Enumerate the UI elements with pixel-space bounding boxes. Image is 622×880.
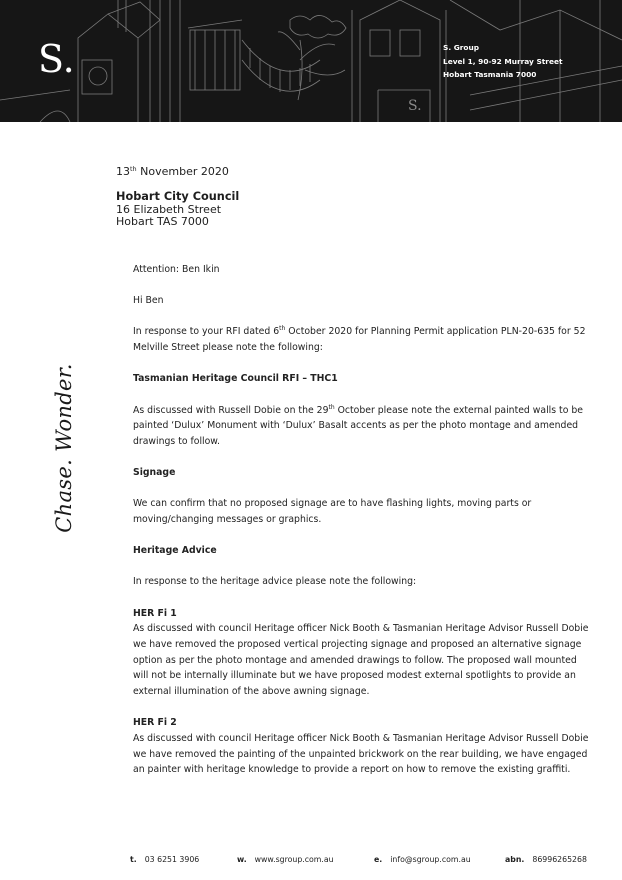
company-name: S. Group — [443, 43, 480, 52]
recipient-block — [116, 191, 239, 229]
footer-website[interactable] — [237, 855, 334, 864]
footer-abn-label: abn. — [505, 855, 525, 864]
date-day: 13 — [116, 165, 130, 178]
letter-date — [116, 165, 229, 178]
footer-phone-value: 03 6251 3906 — [144, 855, 200, 864]
signage-paragraph: We can confirm that no proposed signage are to have flashing lights, moving parts or moving/changing messages or graphics. — [133, 498, 532, 526]
tagline: Chase. Wonder. — [52, 363, 76, 533]
footer-email-label: e. — [374, 855, 383, 864]
footer-email[interactable] — [374, 855, 471, 864]
date-rest: November 2020 — [136, 165, 229, 178]
footer-website-value[interactable]: www.sgroup.com.au — [254, 855, 334, 864]
footer-phone — [130, 855, 199, 864]
footer-website-label: w. — [237, 855, 247, 864]
intro-sup: th — [279, 325, 286, 333]
thc-sup: th — [328, 403, 335, 411]
heading-heritage: Heritage Advice — [133, 545, 217, 557]
footer-phone-label: t. — [130, 855, 137, 864]
thc-paragraph — [133, 403, 593, 450]
fi2-paragraph: As discussed with council Heritage officer Nick Booth & Tasmanian Heritage Advisor Russell Dobie we have removed the painting of the unpainted brickwork on the rear building, we have engaged an painter with heritage knowledge to provide a report on how to remove the existing graffiti. — [133, 733, 589, 776]
footer-abn — [505, 855, 587, 864]
thc-text-a: As discussed with Russell Dobie on the 29 — [133, 404, 329, 416]
letterhead-banner — [0, 0, 622, 122]
company-address-block — [443, 41, 563, 82]
letter-body — [133, 262, 593, 778]
intro-text-a: In response to your RFI dated 6 — [133, 326, 280, 338]
recipient-org: Hobart City Council — [116, 190, 240, 203]
company-logo: S. — [38, 37, 75, 81]
attention-line: Attention: Ben Ikin — [133, 264, 220, 275]
greeting: Hi Ben — [133, 295, 164, 307]
svg-text:S.: S. — [408, 98, 422, 114]
footer-email-value[interactable]: info@sgroup.com.au — [390, 855, 471, 864]
heading-fi2: HER Fi 2 — [133, 717, 177, 729]
date-suffix: th — [130, 165, 137, 173]
heritage-paragraph: In response to the heritage advice please note the following: — [133, 576, 417, 588]
recipient-street: 16 Elizabeth Street — [116, 202, 222, 216]
address-line-2: Hobart Tasmania 7000 — [443, 70, 537, 79]
intro-text-b: October 2020 for Planning Permit application PLN-20-635 for 52 Melville Street please note the following: — [133, 326, 586, 354]
heading-signage: Signage — [133, 467, 176, 479]
heading-fi1: HER Fi 1 — [133, 607, 177, 619]
thc-text-b: October please note the external painted walls to be painted ‘Dulux’ Monument with ‘Dulux’ Basalt accents as per the photo montage and amended drawings to follow. — [133, 404, 583, 447]
address-line-1: Level 1, 90-92 Murray Street — [443, 56, 563, 66]
fi1-paragraph: As discussed with council Heritage officer Nick Booth & Tasmanian Heritage Advisor Russell Dobie we have removed the proposed vertical projecting signage and proposed an alternative signage option as per the photo montage and amended drawings to follow. The proposed wall mounted will not be internally illuminate but we have proposed modest external spotlights to provide an external illumination of the above awning signage. — [133, 623, 589, 698]
recipient-city: Hobart TAS 7000 — [116, 215, 209, 228]
footer-abn-value: 86996265268 — [532, 855, 587, 864]
intro-paragraph — [133, 324, 593, 355]
heading-thc: Tasmanian Heritage Council RFI – THC1 — [133, 373, 338, 385]
